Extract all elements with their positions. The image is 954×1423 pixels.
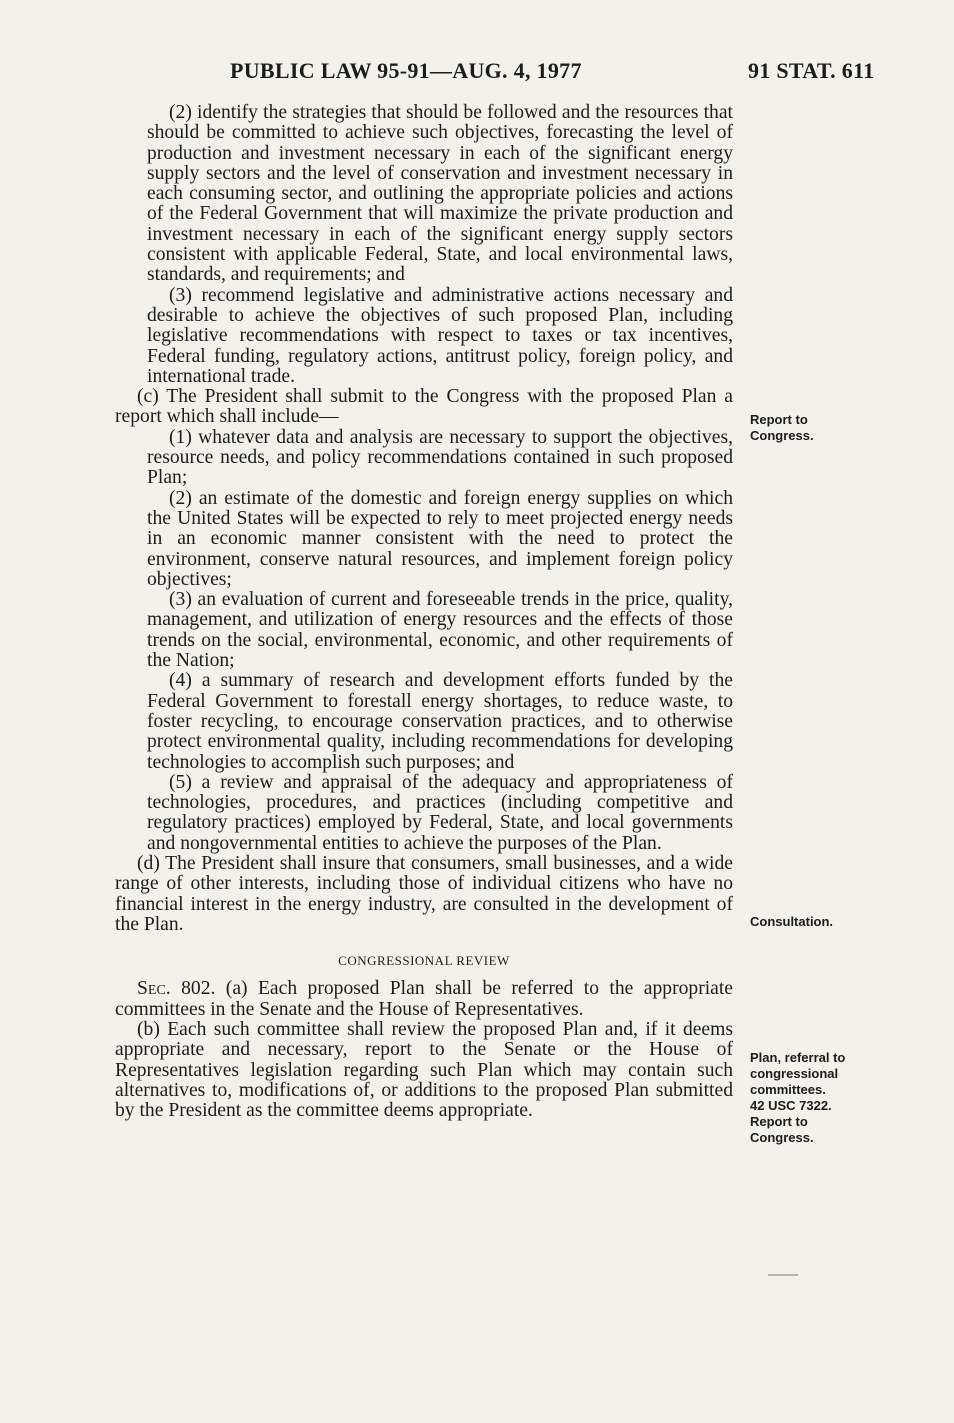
paragraph-sec-802-a xyxy=(115,979,733,1020)
paragraph-d-consultation: (d) The President shall insure that consumers, small businesses, and a wide range of other interests, including those of individual citizens who have no financial interest in the energy industry, are consulted in the development of the Plan. xyxy=(115,852,733,935)
paragraph-c1-data: (1) whatever data and analysis are necessary to support the objectives, resource needs, and policy recommendations contained in such proposed Plan; xyxy=(147,426,733,489)
paragraph-c5-review: (5) a review and appraisal of the adequacy and appropriateness of technologies, procedures, and practices (including competitive and regulatory practices) employed by Federal, State, and local governments and nongovernmental entities to achieve the purposes of the Plan. xyxy=(147,771,733,854)
margin-note-consultation xyxy=(750,914,930,930)
margin-note-line: congressional xyxy=(750,1066,839,1081)
margin-note-line: 42 USC 7322. xyxy=(750,1098,832,1113)
margin-note-line: Plan, referral to xyxy=(750,1050,846,1065)
scan-mark xyxy=(768,1274,798,1276)
margin-note-plan-referral xyxy=(750,1050,930,1146)
paragraph-c2-estimate: (2) an estimate of the domestic and foreign energy supplies on which the United States will be expected to rely to meet projected energy needs in an economic manner consistent with the need to protect the environment, conserve natural resources, and implement foreign policy objectives; xyxy=(147,487,733,590)
paragraph-c-report: (c) The President shall submit to the Congress with the proposed Plan a report which shall include— xyxy=(115,386,733,428)
margin-note-line: Congress. xyxy=(750,1130,814,1145)
margin-note-line: Report to xyxy=(750,412,808,427)
margin-note-report-to-congress xyxy=(750,412,930,444)
paragraph-3-recommend: (3) recommend legislative and administrative actions necessary and desirable to achieve the objectives of such proposed Plan, including legislative recommendations with respect to taxes or tax incentives, Federal funding, regulatory actions, antitrust policy, foreign policy, and international trade. xyxy=(147,284,733,387)
margin-note-line: Report to xyxy=(750,1114,808,1129)
body-text xyxy=(115,103,733,1122)
section-label: Sec. 802. xyxy=(137,978,216,1000)
section-heading: CONGRESSIONAL REVIEW xyxy=(338,953,510,969)
section-802-a-text: (a) Each proposed Plan shall be referred to the appropriate committees in the Senate and the House of Representatives. xyxy=(115,978,733,1020)
paragraph-c4-summary: (4) a summary of research and development efforts funded by the Federal Government to forestall energy shortages, to reduce waste, to foster recycling, to encourage conservation practices, and to otherwise protect environmental quality, including recommendations for developing technologies to accomplish such purposes; and xyxy=(147,670,733,773)
page-header-stat: 91 STAT. 611 xyxy=(748,58,875,83)
paragraph-c3-evaluation: (3) an evaluation of current and foreseeable trends in the price, quality, management, and utilization of energy resources and the effects of those trends on the social, environmental, economic, and other requirements of the Nation; xyxy=(147,589,733,672)
paragraph-sec-802-b: (b) Each such committee shall review the proposed Plan and, if it deems appropriate and necessary, report to the Senate or the House of Representatives legislation regarding such Plan which may contain such alternatives to, modifications of, or additions to the proposed Plan submitted by the President as the committee deems appropriate. xyxy=(115,1019,733,1122)
margin-note-line: Congress. xyxy=(750,428,814,443)
margin-note-line: Consultation. xyxy=(750,914,834,929)
page-header-title: PUBLIC LAW 95-91—AUG. 4, 1977 xyxy=(230,58,582,83)
margin-note-line: committees. xyxy=(750,1082,826,1097)
paragraph-2-identify: (2) identify the strategies that should be followed and the resources that should be committed to achieve such objectives, forecasting the level of production and investment necessary in each of the significant energy supply sectors and the level of conservation and investment necessary in each consuming sector, and outlining the appropriate policies and actions of the Federal Government that will maximize the private production and investment necessary in each of the significant energy supply sectors consistent with applicable Federal, State, and local environmental laws, standards, and requirements; and xyxy=(147,102,733,286)
